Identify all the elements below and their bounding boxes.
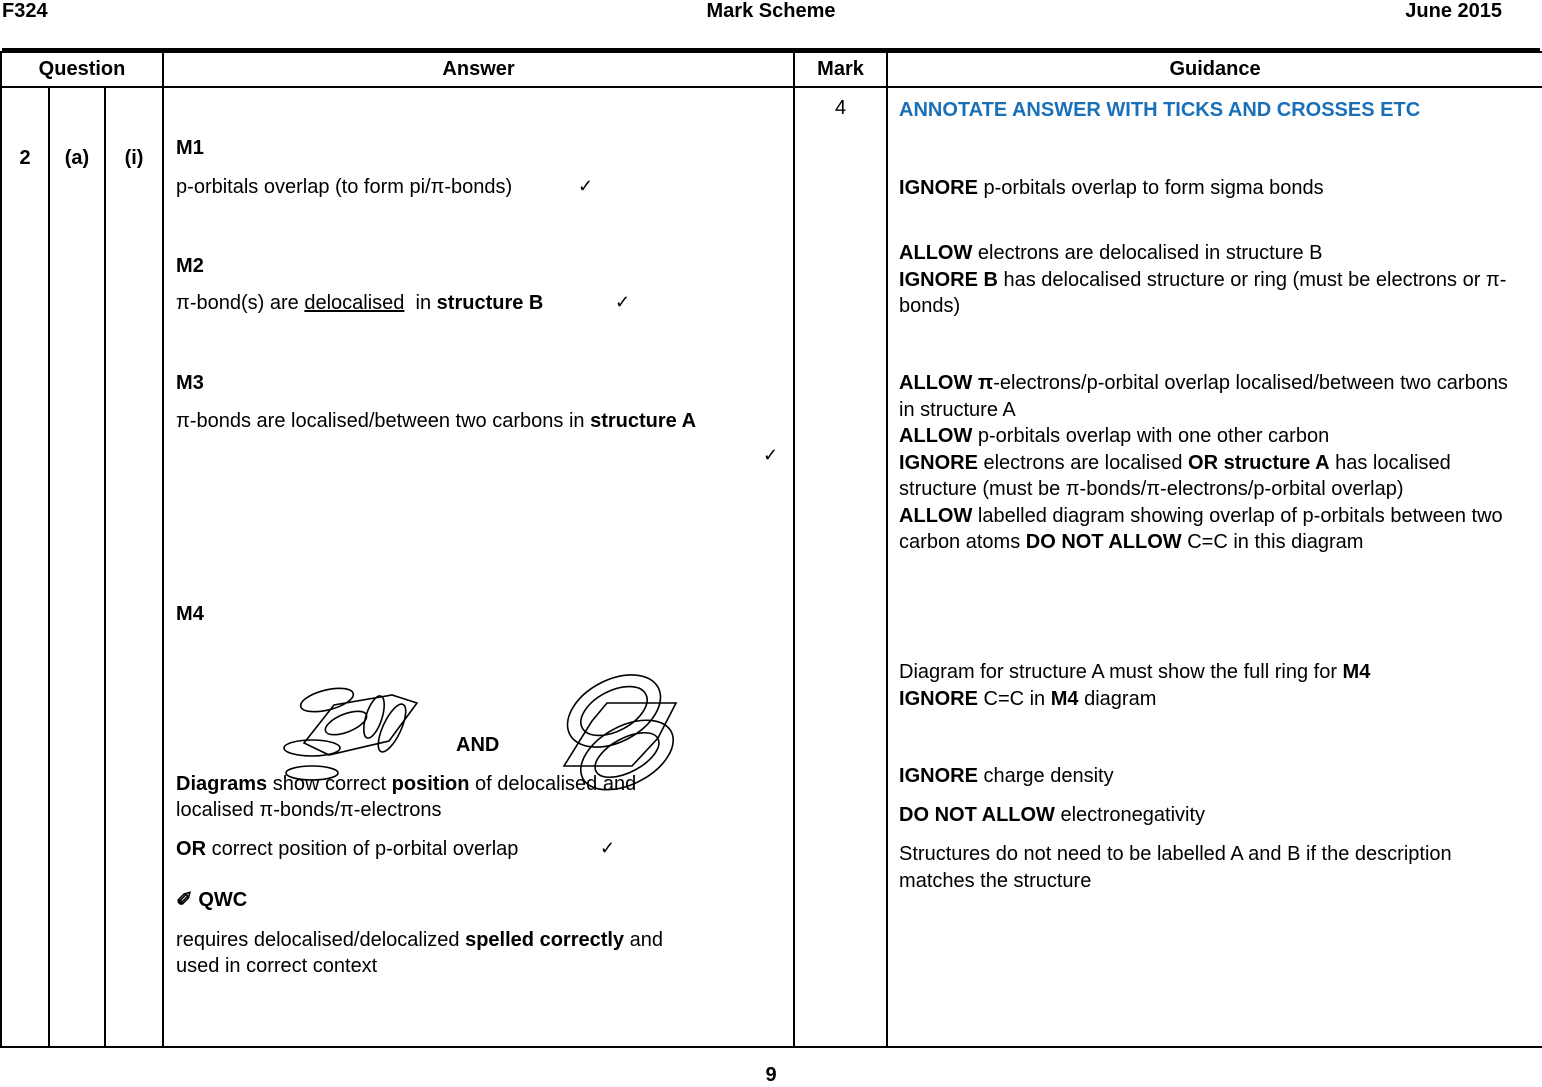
question-number-cell [1, 87, 49, 1047]
question-subpart-cell [105, 87, 163, 1047]
qwc-text-line2: used in correct context [176, 955, 378, 977]
or-text: OR correct position of p-orbital overlap [176, 838, 519, 860]
table-row [1, 87, 1542, 1047]
guidance-m2: ALLOW electrons are delocalised in structure B IGNORE B has delocalised structure or ring (must be electrons or π-bonds) [899, 242, 1507, 317]
m1-tick-icon: ✓ [578, 176, 594, 196]
question-part-cell [49, 87, 105, 1047]
m3-text: π-bonds are localised/between two carbons in structure A [176, 410, 697, 432]
column-header-mark: Mark [794, 52, 887, 87]
guidance-m3: ALLOW π-electrons/p-orbital overlap localised/between two carbons in structure A ALLOW p-orbitals overlap with one other carbon IGNORE electrons are localised OR structure A has localised structure (must be π-bonds/π-electrons/p-orbital overlap) ALLOW labelled diagram showing overlap of p-orbitals between two carbon atoms DO NOT ALLOW C=C in this diagram [899, 372, 1508, 553]
and-label: AND [456, 734, 500, 756]
header-code: F324 [2, 0, 48, 22]
question-number: 2 [19, 147, 31, 169]
guidance-structure-labels: Structures do not need to be labelled A and B if the description matches the structure [899, 843, 1452, 892]
header-title: Mark Scheme [706, 0, 836, 22]
column-header-question: Question [1, 52, 163, 87]
m2-tick-icon: ✓ [615, 292, 631, 312]
guidance-m4: Diagram for structure A must show the full ring for M4 IGNORE C=C in M4 diagram [899, 661, 1371, 710]
guidance-m1: IGNORE p-orbitals overlap to form sigma bonds [899, 177, 1324, 199]
guidance-cell [887, 87, 1542, 1047]
m2-label: M2 [176, 255, 204, 277]
annotate-instruction: ANNOTATE ANSWER WITH TICKS AND CROSSES ETC [899, 99, 1421, 121]
pencil-icon: ✐ [176, 889, 193, 911]
answer-cell [163, 87, 794, 1047]
m3-label: M3 [176, 372, 204, 394]
mark-value: 4 [834, 97, 847, 119]
mark-scheme-table [0, 51, 1542, 1048]
m1-label: M1 [176, 137, 204, 159]
qwc-heading: ✐ QWC [176, 889, 248, 911]
diagram-text-line1: Diagrams show correct position of delocalised and [176, 773, 637, 795]
page-number: 9 [765, 1064, 777, 1086]
column-header-answer: Answer [163, 52, 794, 87]
guidance-charge-density: IGNORE charge density [899, 765, 1114, 787]
header-date: June 2015 [1405, 0, 1502, 22]
question-subpart: (i) [124, 147, 144, 169]
m1-text: p-orbitals overlap (to form pi/π-bonds) [176, 176, 513, 198]
structure-a-diagram [284, 684, 417, 780]
table-header-row [1, 52, 1542, 87]
column-header-guidance: Guidance [887, 52, 1542, 87]
guidance-electronegativity: DO NOT ALLOW electronegativity [899, 804, 1206, 826]
qwc-text-line1: requires delocalised/delocalized spelled correctly and [176, 929, 663, 951]
m4-label: M4 [176, 603, 204, 625]
m4-tick-icon: ✓ [600, 838, 616, 858]
m3-tick-icon: ✓ [763, 445, 779, 465]
question-part: (a) [64, 147, 90, 169]
m2-text: π-bond(s) are delocalised in structure B [176, 292, 544, 314]
mark-cell [794, 87, 887, 1047]
diagram-text-line2: localised π-bonds/π-electrons [176, 799, 442, 821]
